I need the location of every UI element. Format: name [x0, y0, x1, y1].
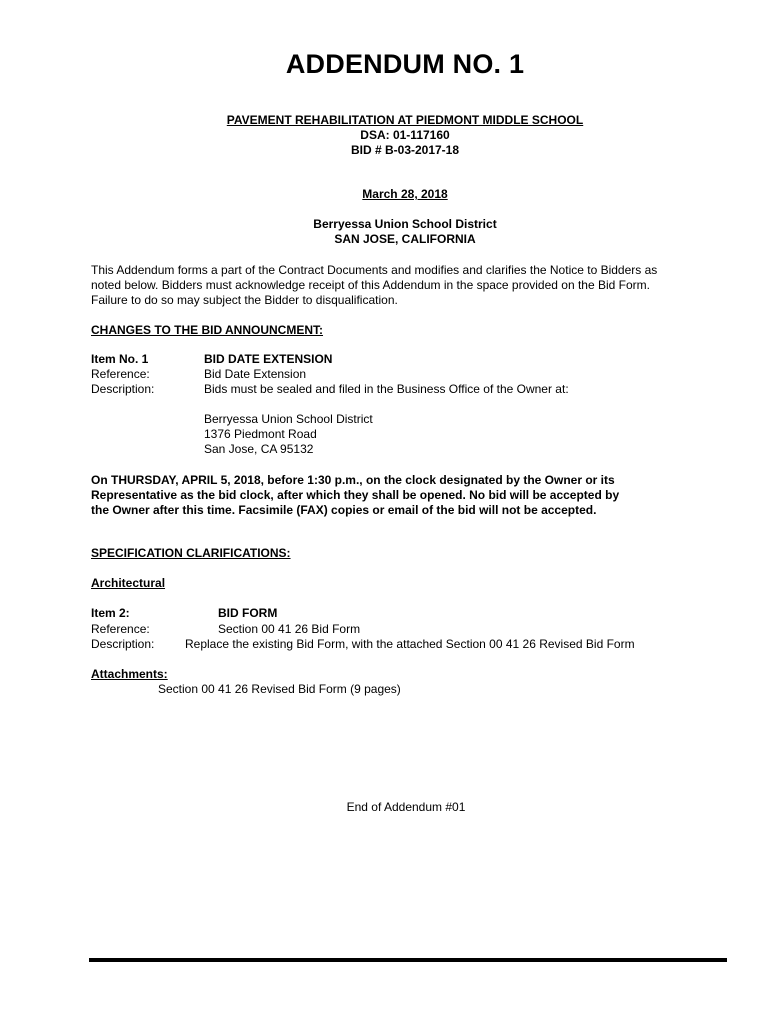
item2-description: Replace the existing Bid Form, with the attached Section 00 41 26 Revised Bid Form: [185, 637, 635, 651]
item1-description: Bids must be sealed and filed in the Business Office of the Owner at:: [204, 382, 569, 396]
attachments-label: Attachments:: [91, 667, 168, 681]
item2-label: Item 2:: [91, 606, 130, 620]
district-name: Berryessa Union School District: [313, 217, 497, 231]
architectural-heading: Architectural: [91, 576, 166, 590]
attachment-item: Section 00 41 26 Revised Bid Form (9 pages): [158, 682, 401, 696]
deadline-line: On THURSDAY, APRIL 5, 2018, before 1:30 p.m., on the clock designated by the Owner or its: [91, 473, 615, 487]
intro-line: Failure to do so may subject the Bidder to disqualification.: [91, 293, 398, 307]
address-line: 1376 Piedmont Road: [204, 427, 317, 441]
deadline-line: the Owner after this time. Facsimile (FAX) copies or email of the bid will not be accepted.: [91, 503, 597, 517]
addendum-date: March 28, 2018: [362, 187, 448, 201]
item1-reference: Bid Date Extension: [204, 367, 307, 381]
address-line: San Jose, CA 95132: [204, 442, 314, 456]
spec-heading: SPECIFICATION CLARIFICATIONS:: [91, 546, 291, 560]
changes-heading: CHANGES TO THE BID ANNOUNCMENT:: [91, 323, 324, 337]
item1-label: Item No. 1: [91, 352, 149, 366]
document-title: ADDENDUM NO. 1: [285, 49, 525, 79]
item2-title: BID FORM: [218, 606, 278, 620]
dsa-number: DSA: 01-117160: [360, 128, 450, 142]
item1-description-label: Description:: [91, 382, 155, 396]
project-name: PAVEMENT REHABILITATION AT PIEDMONT MIDDLE SCHOOL: [226, 113, 584, 127]
intro-line: noted below. Bidders must acknowledge receipt of this Addendum in the space provided on the Bid Form.: [91, 278, 650, 292]
item2-reference: Section 00 41 26 Bid Form: [218, 622, 361, 636]
bid-number: BID # B-03-2017-18: [350, 143, 460, 157]
item1-reference-label: Reference:: [91, 367, 150, 381]
address-line: Berryessa Union School District: [204, 412, 373, 426]
intro-line: This Addendum forms a part of the Contract Documents and modifies and clarifies the Notice to Bidders as: [91, 263, 658, 277]
end-of-addendum: End of Addendum #01: [346, 800, 466, 814]
deadline-line: Representative as the bid clock, after which they shall be opened. No bid will be accepted by: [91, 488, 620, 502]
item2-reference-label: Reference:: [91, 622, 150, 636]
footer-rule: [89, 958, 727, 962]
item1-title: BID DATE EXTENSION: [204, 352, 333, 366]
item2-description-label: Description:: [91, 637, 155, 651]
district-location: SAN JOSE, CALIFORNIA: [334, 232, 476, 246]
